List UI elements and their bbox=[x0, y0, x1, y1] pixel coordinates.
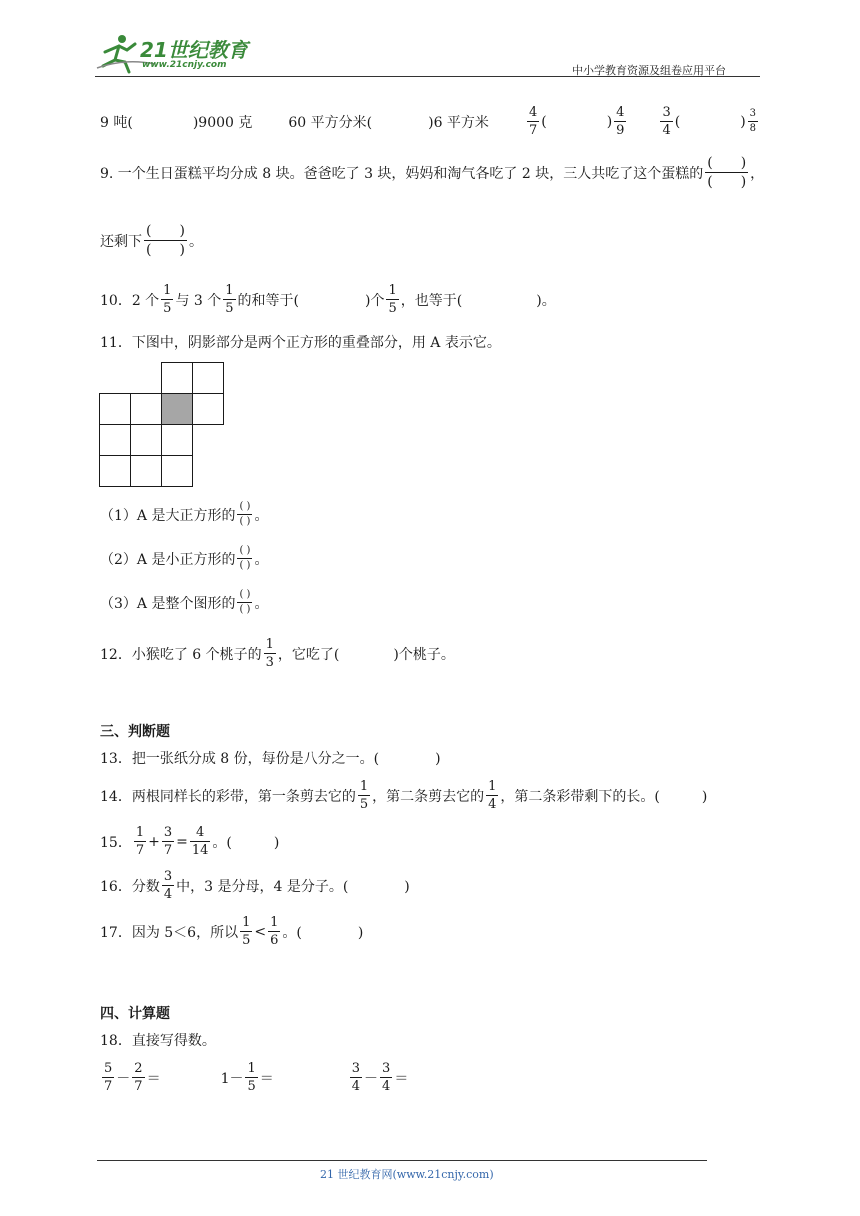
q17-p1: 17．因为 5＜6，所以 bbox=[100, 924, 239, 941]
q11-sub1-blank[interactable]: $\frac{( )}{( )}$ bbox=[239, 501, 251, 527]
q10-p2: 与 3 个 bbox=[175, 292, 222, 309]
q18-e3-eq: ＝ bbox=[394, 1070, 409, 1087]
q15-frac-c: $\frac{4}{14}$ bbox=[191, 825, 209, 858]
q11-sub1-end: 。 bbox=[254, 507, 269, 524]
q10-p1: 10．2 个 bbox=[100, 292, 160, 309]
q16-p1: 16．分数 bbox=[100, 878, 160, 895]
q8-c-frac1: $\frac{4}{7}$ bbox=[528, 105, 538, 138]
q8-d-frac1: $\frac{3}{4}$ bbox=[662, 105, 671, 138]
q18-e3-frac-b: $\frac{3}{4}$ bbox=[382, 1061, 391, 1094]
q10-p6: )。 bbox=[536, 292, 556, 309]
q17-lt: < bbox=[254, 923, 267, 940]
q15-p1: 15． bbox=[100, 834, 132, 851]
q12 bbox=[100, 638, 455, 669]
q16-p2: 中，3 是分母，4 是分子。( ) bbox=[176, 878, 410, 895]
q18-text: 18．直接写得数。 bbox=[100, 1033, 216, 1049]
q18-e1-frac-a: $\frac{5}{7}$ bbox=[104, 1061, 113, 1094]
grid-lines bbox=[100, 363, 224, 487]
q11-sub2 bbox=[100, 546, 268, 571]
q11-sub3-end: 。 bbox=[254, 595, 269, 612]
q18-e2-eq: ＝ bbox=[259, 1070, 274, 1087]
q16-frac: $\frac{3}{4}$ bbox=[163, 869, 173, 902]
q10-frac-a: $\frac{1}{5}$ bbox=[163, 283, 172, 316]
q10-p3: 的和等于( bbox=[237, 292, 300, 309]
q14-frac1: $\frac{1}{5}$ bbox=[359, 779, 369, 812]
footer-text: 21 世纪教育网(www.21cnjy.com) bbox=[320, 1168, 494, 1181]
q10-p4: )个 bbox=[365, 292, 385, 309]
q10-p5: ，也等于( bbox=[400, 292, 463, 309]
q8-a-right: )9000 克 bbox=[192, 114, 253, 131]
q17-frac-b: $\frac{1}{6}$ bbox=[270, 915, 279, 948]
q9-line2 bbox=[100, 224, 203, 257]
q14-p2: ，第二条剪去它的 bbox=[372, 788, 485, 805]
q18-e2-pre: 1－ bbox=[220, 1070, 244, 1087]
q18-e3-op: － bbox=[364, 1070, 379, 1087]
q15-eq: = bbox=[176, 833, 188, 850]
q18-e1-eq: ＝ bbox=[146, 1070, 161, 1087]
q17-p2: 。( ) bbox=[282, 924, 364, 941]
q18-exprs bbox=[100, 1062, 408, 1093]
q8-c-frac2: $\frac{4}{9}$ bbox=[616, 105, 625, 138]
q14-frac2: $\frac{1}{4}$ bbox=[488, 779, 497, 812]
platform-name: 中小学教育资源及组卷应用平台 bbox=[572, 64, 726, 77]
q8-c-paren-open: ( bbox=[541, 113, 547, 130]
q10 bbox=[100, 284, 556, 315]
section-judgment-title: 三、判断题 bbox=[100, 724, 170, 740]
overlap-squares-grid bbox=[99, 362, 226, 489]
q10-frac-b: $\frac{1}{5}$ bbox=[225, 283, 234, 316]
header-rule bbox=[95, 76, 760, 77]
q18-e1-frac-b: $\frac{2}{7}$ bbox=[134, 1061, 143, 1094]
q11-sub3-text: （3）A 是整个图形的 bbox=[100, 595, 236, 612]
q17 bbox=[100, 916, 363, 947]
footer-rule bbox=[97, 1160, 707, 1161]
q10-frac-c: $\frac{1}{5}$ bbox=[388, 283, 397, 316]
grid-cell-shaded bbox=[162, 394, 193, 425]
q9-blank-frac2[interactable]: $\frac{( )}{( )}$ bbox=[146, 223, 185, 258]
section-calc-title: 四、计算题 bbox=[100, 1006, 170, 1022]
q11-sub1-text: （1）A 是大正方形的 bbox=[100, 507, 236, 524]
q14-p1: 14．两根同样长的彩带，第一条剪去它的 bbox=[100, 788, 356, 805]
q16 bbox=[100, 870, 410, 901]
q15-p2: 。( ) bbox=[212, 834, 280, 851]
q11-sub2-end: 。 bbox=[254, 551, 269, 568]
q18-e2-frac: $\frac{1}{5}$ bbox=[247, 1061, 256, 1094]
q11-sub3-blank[interactable]: $\frac{( )}{( )}$ bbox=[239, 589, 251, 615]
logo-title: 21世纪教育 bbox=[140, 38, 248, 62]
q9-text2: 还剩下 bbox=[100, 233, 142, 250]
q9-text: 9. 一个生日蛋糕平均分成 8 块。爸爸吃了 3 块，妈妈和淘气各吃了 2 块，三人共吃了这个蛋糕的 bbox=[100, 165, 704, 182]
q11-sub2-blank[interactable]: $\frac{( )}{( )}$ bbox=[239, 545, 251, 571]
q18-e1-op: － bbox=[116, 1070, 131, 1087]
q12-p1: 12．小猴吃了 6 个桃子的 bbox=[100, 646, 262, 663]
q8-c-paren-close: ) bbox=[606, 113, 613, 130]
q8-b-left: 60 平方分米( bbox=[288, 114, 373, 131]
q11-sub2-text: （2）A 是小正方形的 bbox=[100, 551, 236, 568]
q8-d-frac2: $\frac{3}{8}$ bbox=[749, 108, 757, 134]
q15 bbox=[100, 826, 279, 857]
q8-a-left: 9 吨( bbox=[100, 114, 133, 131]
q8-b-right: )6 平方米 bbox=[428, 114, 489, 131]
q9-line1 bbox=[100, 156, 764, 189]
q12-p3: )个桃子。 bbox=[393, 646, 455, 663]
q12-p2: ，它吃了( bbox=[277, 646, 340, 663]
q15-plus: + bbox=[148, 833, 160, 850]
q18-e3-frac-a: $\frac{3}{4}$ bbox=[351, 1061, 361, 1094]
q11-text: 11．下图中，阴影部分是两个正方形的重叠部分，用 A 表示它。 bbox=[100, 335, 501, 351]
q8-d-paren-open: ( bbox=[674, 113, 681, 130]
q14 bbox=[100, 780, 707, 811]
q15-frac-b: $\frac{3}{7}$ bbox=[163, 825, 173, 858]
q9-blank-frac[interactable]: $\frac{( )}{( )}$ bbox=[707, 155, 747, 190]
q9-comma: ， bbox=[750, 165, 765, 182]
q11-sub1 bbox=[100, 502, 268, 527]
q13: 13．把一张纸分成 8 份，每份是八分之一。( ) bbox=[100, 751, 441, 767]
q11-sub3 bbox=[100, 590, 268, 615]
q12-frac: $\frac{1}{3}$ bbox=[265, 637, 274, 670]
logo-url: www.21cnjy.com bbox=[142, 60, 227, 70]
q8-d-paren-close: ) bbox=[740, 113, 746, 130]
q17-frac-a: $\frac{1}{5}$ bbox=[242, 915, 251, 948]
q15-frac-a: $\frac{1}{7}$ bbox=[135, 825, 145, 858]
q8-row bbox=[100, 106, 760, 137]
q14-p3: ，第二条彩带剩下的长。( ) bbox=[500, 788, 708, 805]
q9-end: 。 bbox=[188, 233, 203, 250]
